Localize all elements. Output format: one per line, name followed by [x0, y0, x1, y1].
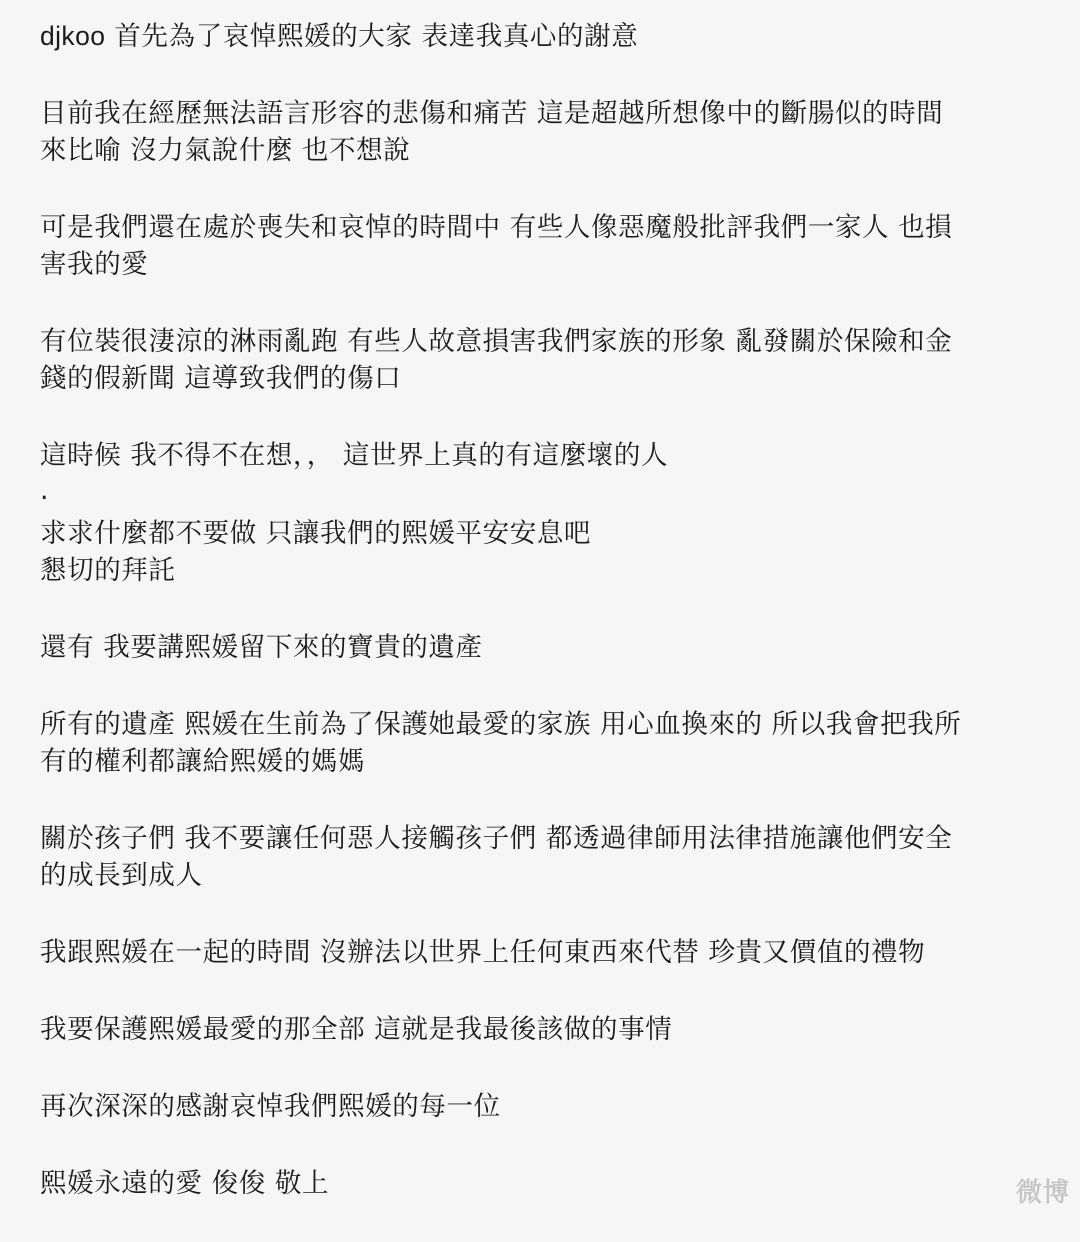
post-paragraph — [40, 476, 1050, 513]
post-line: 求求什麼都不要做 只讓我們的熙媛平安安息吧 — [40, 518, 592, 549]
post-line: 害我的愛 — [40, 249, 149, 280]
post-line: 再次深深的感謝哀悼我們熙媛的每一位 — [40, 1091, 501, 1122]
post-line: 還有 我要講熙媛留下來的寶貴的遺產 — [40, 632, 483, 663]
post-paragraph — [40, 706, 1050, 780]
post-line: 目前我在經歷無法語言形容的悲傷和痛苦 這是超越所想像中的斷腸似的時間 — [40, 98, 944, 129]
post-line: 關於孩子們 我不要讓任何惡人接觸孩子們 都透過律師用法律措施讓他們安全 — [40, 823, 953, 854]
post-line: 所有的遺產 熙媛在生前為了保護她最愛的家族 用心血換來的 所以我會把我所 — [40, 709, 962, 740]
post-line: 有位裝很淒涼的淋雨亂跑 有些人故意損害我們家族的形象 亂發關於保險和金 — [40, 326, 953, 357]
post-paragraph — [40, 1088, 1050, 1125]
post-paragraph — [40, 1165, 1050, 1202]
post-paragraph — [40, 1011, 1050, 1048]
post-paragraph — [40, 323, 1050, 397]
post-line: 熙媛永遠的愛 俊俊 敬上 — [40, 1168, 330, 1199]
post-line: 的成長到成人 — [40, 860, 203, 891]
post-paragraph — [40, 18, 1050, 55]
post-body — [40, 18, 1050, 1242]
post-line: . — [40, 475, 50, 506]
weibo-watermark: 微博 — [1015, 1178, 1070, 1208]
post-line: 我跟熙媛在一起的時間 沒辦法以世界上任何東西來代替 珍貴又價值的禮物 — [40, 937, 926, 968]
post-line: 來比喻 沒力氣說什麼 也不想說 — [40, 135, 411, 166]
post-line-text: 首先為了哀悼熙媛的大家 表達我真心的謝意 — [114, 21, 639, 52]
post-line: 懇切的拜託 — [40, 555, 176, 586]
post-line: 錢的假新聞 這導致我們的傷口 — [40, 363, 402, 394]
post-paragraph — [40, 934, 1050, 971]
post-paragraph — [40, 437, 1050, 474]
post-paragraph — [40, 629, 1050, 666]
post-line: 我要保護熙媛最愛的那全部 這就是我最後該做的事情 — [40, 1014, 673, 1045]
post-line: 有的權利都讓給熙媛的媽媽 — [40, 746, 366, 777]
post-line: 這時候 我不得不在想，， 這世界上真的有這麼壞的人 — [40, 440, 669, 471]
post-paragraph — [40, 820, 1050, 894]
post-paragraph — [40, 95, 1050, 169]
author-name[interactable]: djkoo — [40, 21, 106, 51]
post-line: 可是我們還在處於喪失和哀悼的時間中 有些人像惡魔般批評我們一家人 也損 — [40, 212, 953, 243]
post-paragraph — [40, 515, 1050, 589]
post-line — [40, 18, 1050, 55]
post-paragraph — [40, 209, 1050, 283]
